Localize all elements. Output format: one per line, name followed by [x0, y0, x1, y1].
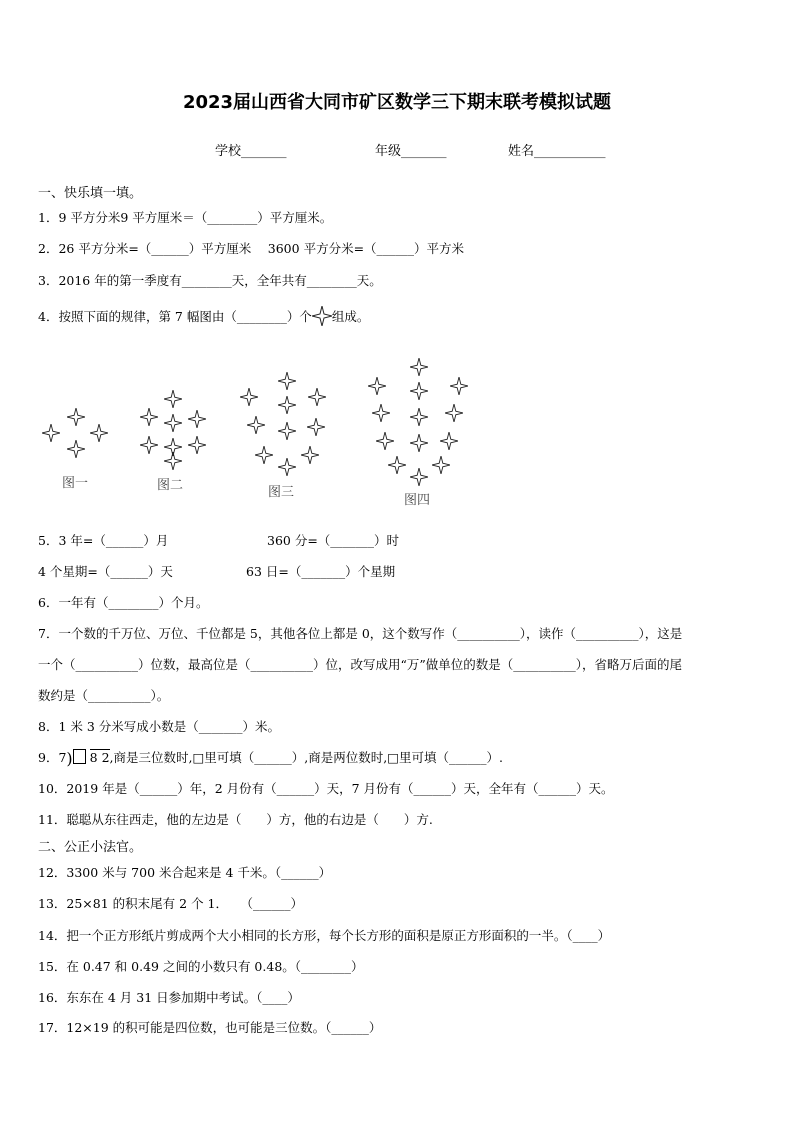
question-2: 2．26 平方分米=（______）平方厘米 3600 平方分米=（______）平方米	[38, 241, 465, 256]
four-point-star-icon	[312, 306, 332, 326]
blank-box	[73, 749, 86, 764]
question-4-text: 4．按照下面的规律，第 7 幅图由（________）个	[38, 309, 312, 324]
question-12: 12．3300 米与 700 米合起来是 4 千米。（______）	[38, 865, 332, 880]
star-icon	[278, 396, 296, 414]
star-icon	[278, 422, 296, 440]
question-6: 6．一年有（________）个月。	[38, 595, 209, 610]
star-icon	[164, 452, 182, 470]
star-icon	[42, 424, 60, 442]
star-icon	[445, 404, 463, 422]
figure-3-label: 图三	[268, 485, 295, 500]
question-7-line-1: 7．一个数的千万位、万位、千位都是 5，其他各位上都是 0，这个数写作（__________），读作（__________），这是	[38, 626, 683, 641]
question-7-line-2: 一个（__________）位数，最高位是（__________）位，改写成用“万”做单位的数是（__________），省略万后面的尾	[38, 657, 683, 672]
figure-1-label: 图一	[62, 476, 89, 491]
section-2-heading: 二、公正小法官。	[38, 840, 143, 855]
page-title: 2023届山西省大同市矿区数学三下期末联考模拟试题	[182, 92, 612, 113]
star-icon	[140, 436, 158, 454]
question-1: 1．9 平方分米9 平方厘米＝（________）平方厘米。	[38, 210, 333, 225]
star-icon	[278, 372, 296, 390]
question-9: 9．7) 8 2,商是三位数时,□里可填（______）,商是两位数时,□里可填（______）.	[38, 749, 504, 768]
star-icon	[240, 388, 258, 406]
section-1-heading: 一、快乐填一填。	[38, 186, 143, 201]
name-field[interactable]: 姓名___________	[508, 144, 606, 159]
star-icon	[301, 446, 319, 464]
question-4	[38, 306, 369, 326]
star-icon	[307, 418, 325, 436]
question-17: 17．12×19 的积可能是四位数，也可能是三位数。（______）	[38, 1020, 382, 1035]
figure-4-label: 图四	[404, 493, 431, 508]
star-icon	[410, 382, 428, 400]
question-5-a: 5．3 年=（______）月	[38, 533, 169, 548]
star-icon	[440, 432, 458, 450]
star-icon	[388, 456, 406, 474]
question-15: 15．在 0.47 和 0.49 之间的小数只有 0.48。（________）	[38, 959, 364, 974]
star-icon	[372, 404, 390, 422]
question-8: 8．1 米 3 分米写成小数是（_______）米。	[38, 719, 281, 734]
question-16: 16．东东在 4 月 31 日参加期中考试。（____）	[38, 990, 300, 1005]
star-icon	[90, 424, 108, 442]
question-3: 3．2016 年的第一季度有________天，全年共有________天。	[38, 273, 382, 288]
question-13: 13．25×81 的积末尾有 2 个 1． （______）	[38, 896, 303, 911]
question-9-number: 9．7	[38, 750, 67, 765]
star-icon	[410, 434, 428, 452]
question-11: 11．聪聪从东往西走，他的左边是（ ）方，他的右边是（ ）方.	[38, 812, 433, 827]
star-icon	[247, 416, 265, 434]
star-icon	[255, 446, 273, 464]
star-icon	[278, 458, 296, 476]
question-5-b: 360 分=（_______）时	[267, 533, 400, 548]
star-icon	[410, 358, 428, 376]
star-icon	[188, 436, 206, 454]
question-7-line-3: 数约是（__________）。	[38, 688, 170, 703]
question-5-c: 4 个星期=（______）天	[38, 564, 173, 579]
star-icon	[164, 390, 182, 408]
star-icon	[164, 414, 182, 432]
star-icon	[188, 410, 206, 428]
figure-2-label: 图二	[157, 478, 184, 493]
star-icon	[67, 440, 85, 458]
star-icon	[67, 408, 85, 426]
question-10: 10．2019 年是（______）年，2 月份有（______）天，7 月份有（______）天，全年有（______）天。	[38, 781, 614, 796]
star-icon	[410, 468, 428, 486]
star-icon	[368, 377, 386, 395]
question-4-suffix: 组成。	[331, 309, 370, 324]
question-5-d: 63 日=（_______）个星期	[246, 564, 396, 579]
question-9-text: ,商是三位数时,□里可填（______）,商是两位数时,□里可填（______）.	[109, 750, 504, 765]
star-icon	[450, 377, 468, 395]
star-icon	[140, 408, 158, 426]
school-field[interactable]: 学校_______	[215, 144, 287, 159]
question-9-dividend: 8 2	[89, 750, 110, 765]
star-icon	[432, 456, 450, 474]
star-icon	[376, 432, 394, 450]
question-14: 14．把一个正方形纸片剪成两个大小相同的长方形，每个长方形的面积是原正方形面积的一半。（____）	[38, 928, 611, 943]
star-icon	[410, 408, 428, 426]
grade-field[interactable]: 年级_______	[375, 144, 447, 159]
star-icon	[308, 388, 326, 406]
